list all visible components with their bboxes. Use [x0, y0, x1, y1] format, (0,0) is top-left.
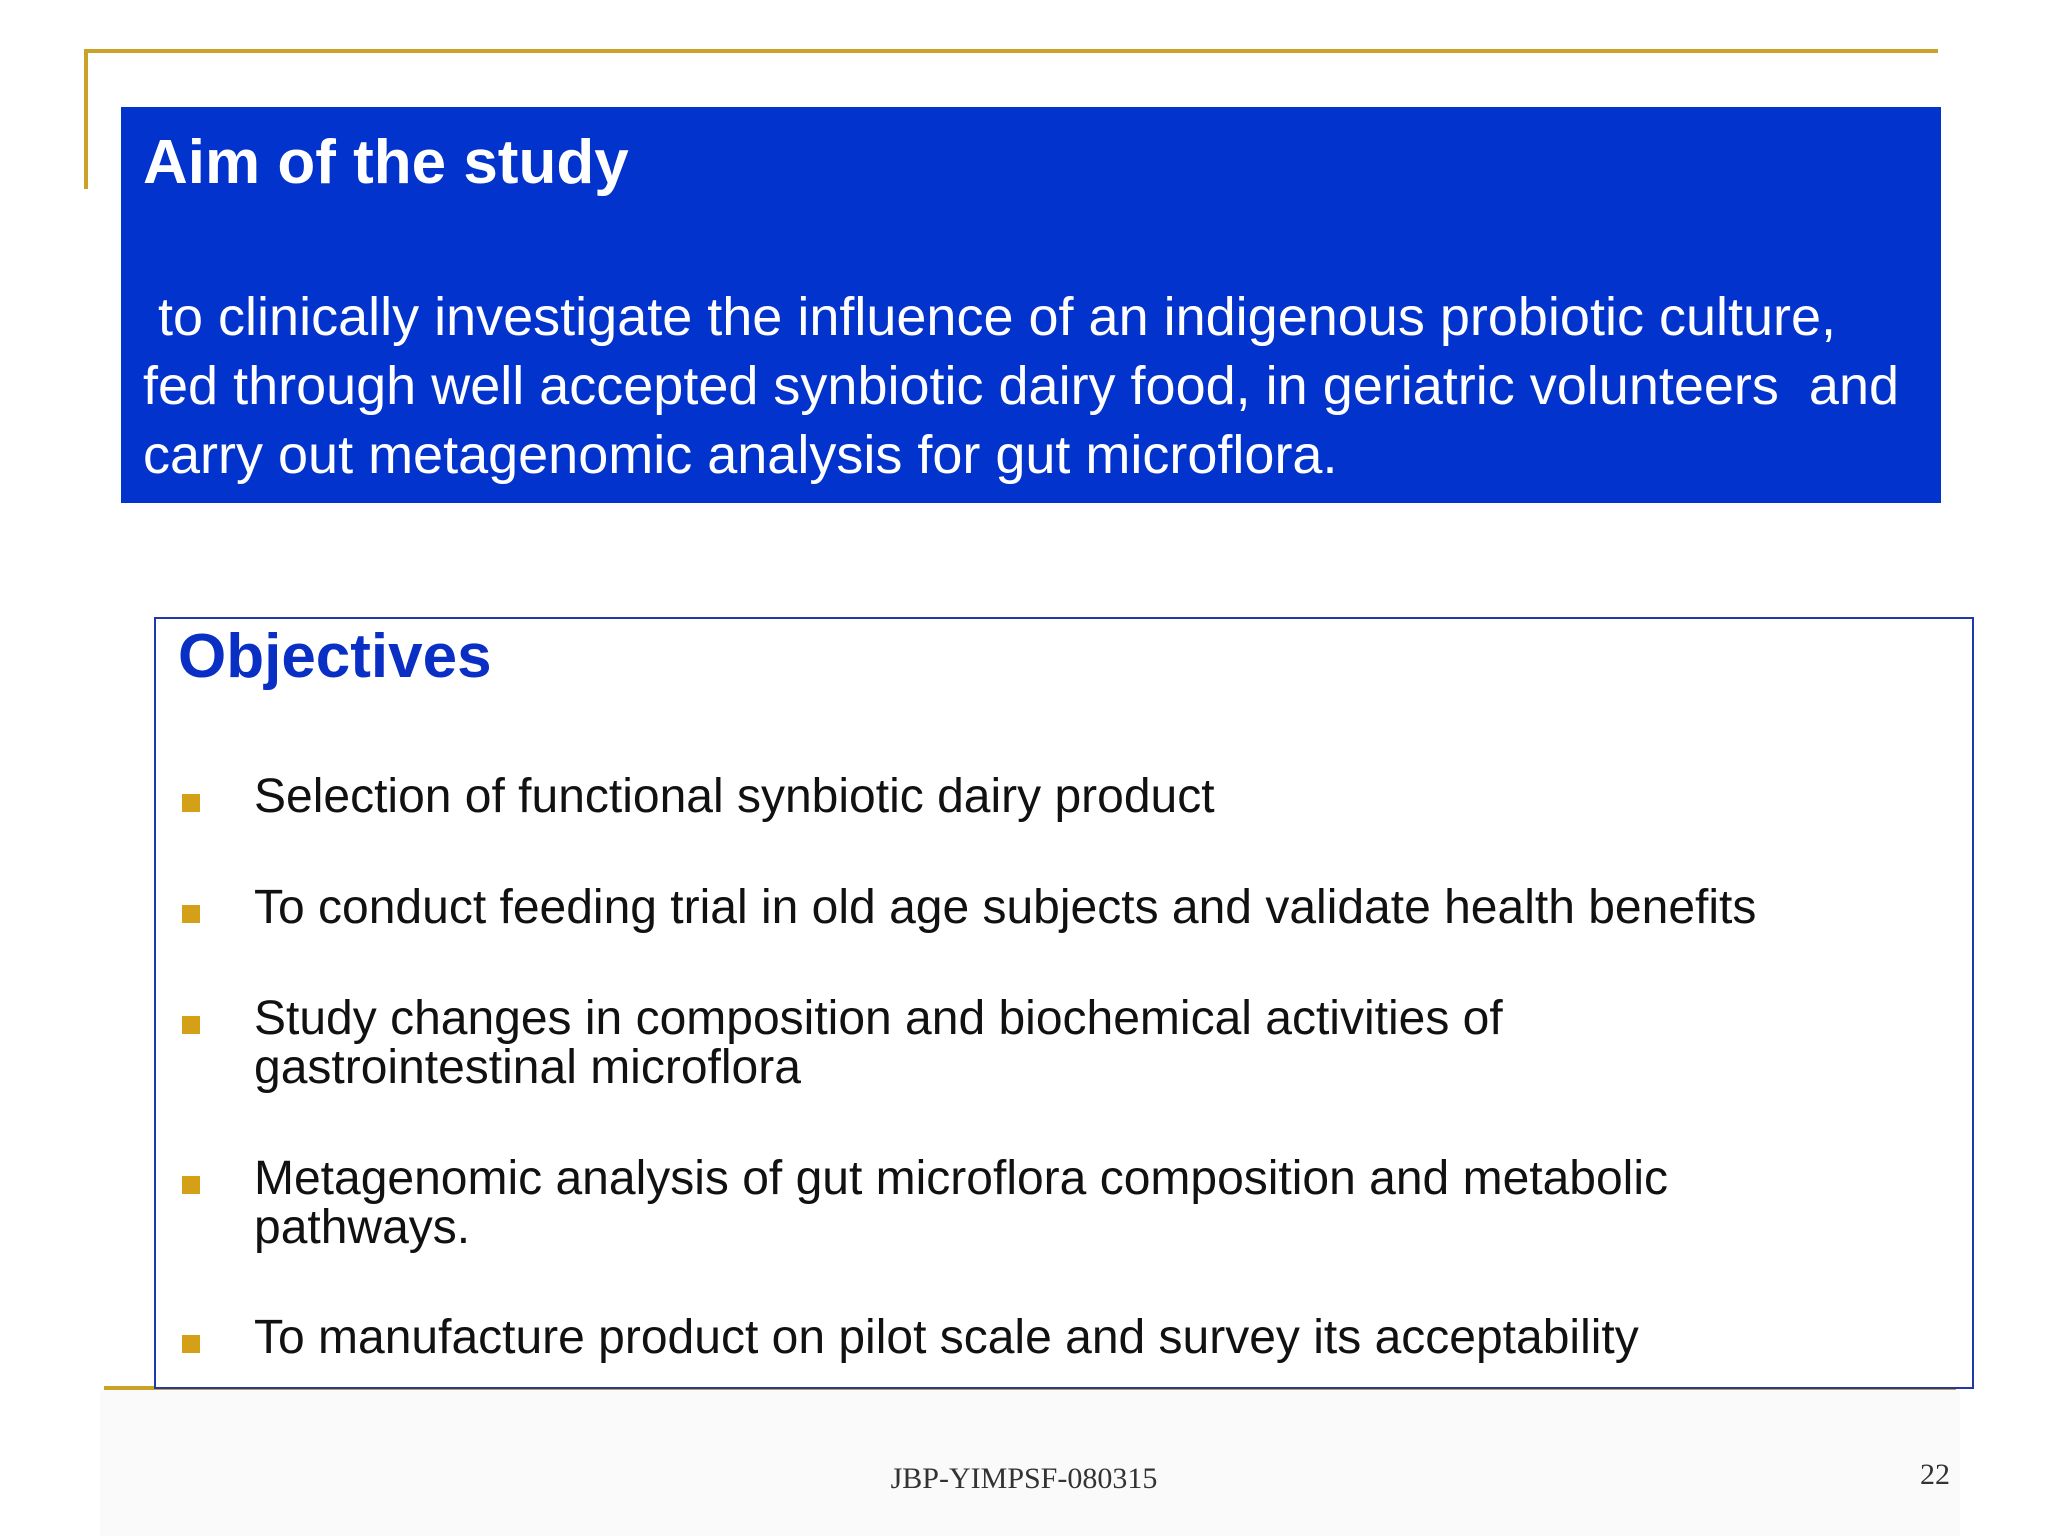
square-bullet-icon: [182, 794, 200, 812]
page-number: 22: [1920, 1458, 1950, 1491]
objectives-title: Objectives: [178, 622, 492, 691]
objectives-box: [154, 617, 1974, 1389]
frame-top-line: [84, 49, 1938, 53]
frame-left-line: [84, 49, 88, 189]
aim-box: [121, 107, 1941, 503]
footer-code: JBP-YIMPSF-080315: [890, 1462, 1158, 1495]
square-bullet-icon: [182, 905, 200, 923]
objective-text: To manufacture product on pilot scale and survey its acceptability: [254, 1311, 1639, 1364]
square-bullet-icon: [182, 1176, 200, 1194]
square-bullet-icon: [182, 1335, 200, 1353]
objective-text: To conduct feeding trial in old age subjects and validate health benefits: [254, 881, 1757, 934]
objective-text: Study changes in composition and biochemical activities of gastrointestinal microflora: [254, 992, 1503, 1094]
objective-text: Selection of functional synbiotic dairy product: [254, 770, 1215, 823]
aim-text: to clinically investigate the influence of an indigenous probiotic culture, fed through well accepted synbiotic dairy food, in geriatric volunteers and carry out metagenomic analysis for gut microflora.: [143, 287, 1915, 485]
objective-text: Metagenomic analysis of gut microflora composition and metabolic pathways.: [254, 1152, 1669, 1254]
square-bullet-icon: [182, 1016, 200, 1034]
aim-title: Aim of the study: [143, 128, 629, 197]
